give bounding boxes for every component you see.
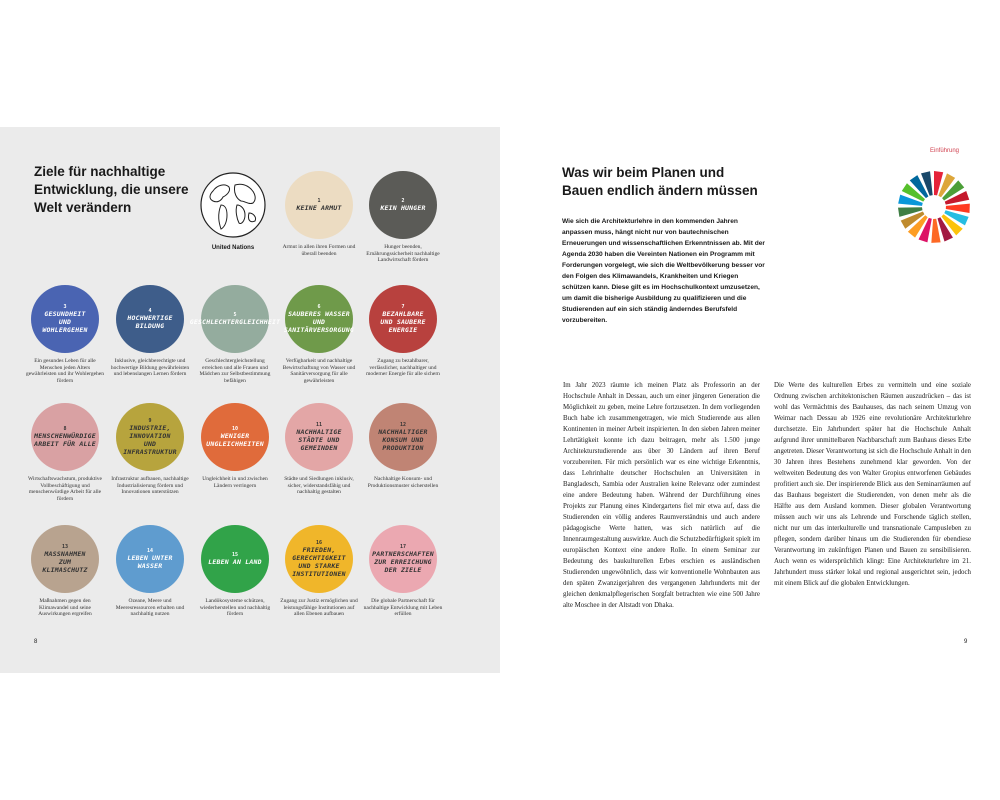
body-column-1: Im Jahr 2023 räumte ich meinen Platz als Professorin an der Hochschule Anhalt in Dessau, auch um einer jüngeren Generation die Möglichkeit zu geben, meine Lehre fortzusetzen. In dem vorliegenden Buch habe ich zusammengetragen, wie mich Studierende aus allen Kontinenten in meiner Arbeit inspirierten. In den sieben Jahren meiner Lehrtätigkeit konnte ich dazu beitragen, mehr als 1.500 junge Architekturstudierende aus über 30 Ländern auf ihren Beruf vorzubereiten. Für mich persönlich war es eine wichtige Erkenntnis, dass Lehrinhalte deutscher Hochschulen an Universitäten in Bangladesch, Sambia oder Australien keine Relevanz oder zumindest eine andere Bedeutung haben. Während der Durchführung eines Projekts zur Planung eines Kindergartens fiel mir etwa auf, dass die Studierenden ein völlig anderes Raumverständnis und auch andere pädagogische Werte hatten, was sich natürlich auf die Innenraumgestaltung auswirkte. Auch die Schutzbedürftigkeit spielt im europäischen Kontext eine andere Rolle. In einem Seminar zur Bedeutung des baukulturellen Erbes erschien es ausländischen Studierenden ungewöhnlich, dass wir konventionelle Wohnbauten aus den späten Zwanzigerjahren des vergangenen Jahrhunderts mit der gleichen denkmalpflegerischen Sorgfalt betrachten wie eine 500 Jahre alte Moschee in der Altstadt von Dhaka. [563, 382, 760, 609]
sdg-goal-title: PARTNERSCHAFTEN ZUR ERREICHUNG DER ZIELE [372, 550, 434, 574]
left-page [0, 127, 500, 673]
sdg-goal-description: Maßnahmen gegen den Klimawandel und seine Auswirkungen ergreifen [38, 598, 92, 618]
sdg-goal-number: 1 [317, 198, 321, 204]
sdg-goal-11 [279, 403, 359, 496]
sdg-goal-description: Inklusive, gleichberechtigte und hochwertige Bildung gewährleisten und lebenslangen Lernen fördern [110, 358, 190, 378]
sdg-goal-5 [189, 285, 281, 384]
sdg-goal-description: Städte und Siedlungen inklusiv, sicher, widerstandsfähig und nachhaltig gestalten [284, 476, 354, 496]
sdg-goal-circle [201, 403, 269, 471]
sdg-goal-description: Zugang zur Justiz ermöglichen und leistungsfähige Institutionen auf allen Ebenen aufbauen [280, 598, 358, 618]
sdg-goal-title: GESUNDHEIT UND WOHLERGEHEN [42, 310, 88, 334]
sdg-goal-number: 3 [63, 304, 67, 310]
sdg-goal-title: SAUBERES WASSER UND SANITÄRVERSORGUNG [284, 310, 354, 334]
sdg-goal-16 [279, 525, 359, 618]
sdg-goal-number: 8 [63, 426, 67, 432]
sdg-goal-title: MASSNAHMEN ZUM KLIMASCHUTZ [42, 550, 88, 574]
sdg-goal-number: 17 [399, 544, 407, 550]
sdg-goal-10 [195, 403, 275, 489]
sdg-goal-circle [369, 525, 437, 593]
sdg-goal-circle [285, 285, 353, 353]
sdg-goal-title: GESCHLECHTERGLEICHHEIT [189, 318, 281, 326]
sdg-goal-title: FRIEDEN, GERECHTIGKEIT UND STARKE INSTITUTIONEN [292, 546, 346, 578]
sdg-goal-description: Ein gesundes Leben für alle Menschen jeden Alters gewährleisten und ihr Wohlergehen fördern [25, 358, 104, 384]
sdg-goal-1 [279, 171, 359, 257]
sdg-goal-circle [369, 285, 437, 353]
body-column-2: Die Werte des kulturellen Erbes zu vermitteln und eine soziale Ordnung zwischen architektonischen Räumen auszudrücken – das ist wohl das Vermächtnis des Bauhauses, das nach seinem Umzug von Weimar nach Dessau ab 1926 eine revolutionäre Architekturlehre durchsetzte. Ein Jahrhundert später hat die Hochschule Anhalt aufgrund ihrer unmittelbaren Nachbarschaft zum Bauhaus dieses Erbe angetreten. Dieser Verantwortung ist sich die Hochschule Anhalt in den 30 Jahren ihres Bestehens zunehmend klar geworden. Von der weltweiten Bedeutung des von Walter Gropius entworfenen Gebäudes profitiert auch sie. Der inspirierende Blick aus den Seminarräumen auf das Bauhaus begeistert die Studierenden, von denen mehr als die Hälfte aus dem Ausland kommen. Dieser globalen Verantwortung müssen auch wir uns als Lehrende und Forschende täglich stellen, nicht nur um das interkulturelle und transnationale Campusleben zu pflegen, sondern darüber hinaus um die Studierenden für ebendiese Verantwortung im zukünftigen Planen und Bauen zu sensibilisieren. Auch wenn es widersprüchlich klingt: Eine Architekturlehre im 21. Jahrhundert muss stärker lokal und regional ausgerichtet sein, jedoch mit einem Blick auf die globalen Entwicklungen. [774, 382, 971, 587]
sdg-goal-8 [25, 403, 105, 502]
sdg-goal-number: 9 [148, 418, 152, 424]
sdg-goal-number: 14 [146, 548, 154, 554]
sdg-goal-number: 10 [231, 426, 239, 432]
sdg-goal-9 [110, 403, 190, 496]
sdg-goal-circle [369, 171, 437, 239]
sdg-goal-title: LEBEN AN LAND [208, 558, 262, 566]
sdg-goal-circle [285, 403, 353, 471]
sdg-goal-description: Infrastruktur aufbauen, nachhaltige Industrialisierung fördern und Innovationen unterstützen [111, 476, 189, 496]
section-label: Einführung [930, 148, 960, 154]
sdg-goal-number: 11 [315, 422, 323, 428]
sdg-goal-title: NACHHALTIGER KONSUM UND PRODUKTION [378, 428, 428, 452]
sdg-goal-description: Wirtschaftswachstum, produktive Vollbeschäftigung und menschenwürdige Arbeit für alle fördern [27, 476, 102, 502]
sdg-goal-description: Zugang zu bezahlbarer, verlässlicher, nachhaltiger und moderner Energie für alle sichern [366, 358, 440, 378]
sdg-goal-circle [116, 525, 184, 593]
sdg-goal-title: LEBEN UNTER WASSER [127, 554, 173, 570]
sdg-goal-12 [363, 403, 443, 489]
sdg-goal-6 [279, 285, 359, 384]
sdg-goal-description: Hunger beenden, Ernährungssicherheit nachhaltige Landwirtschaft fördern [366, 244, 440, 264]
sdg-goal-circle [31, 285, 99, 353]
sdg-goal-3 [25, 285, 105, 384]
sdg-goal-number: 6 [317, 304, 321, 310]
sdg-goal-title: WENIGER UNGLEICHHEITEN [206, 432, 264, 448]
sdg-goal-number: 16 [315, 540, 323, 546]
right-page [500, 127, 1000, 673]
united-nations-label: United Nations [211, 245, 255, 251]
sdg-goal-13 [25, 525, 105, 618]
sdg-goal-description: Nachhaltige Konsum- und Produktionsmuster sicherstellen [367, 476, 439, 489]
sdg-goal-title: KEIN HUNGER [380, 204, 426, 212]
sdg-goal-circle [189, 285, 281, 353]
sdg-goal-circle [285, 171, 353, 239]
sdg-goal-15 [195, 525, 275, 618]
sdg-goal-description: Geschlechtergleichstellung erreichen und alle Frauen und Mädchen zur Selbstbestimmung befähigen [199, 358, 271, 384]
sdg-goal-number: 12 [399, 422, 407, 428]
sdg-goal-title: INDUSTRIE, INNOVATION UND INFRASTRUKTUR [123, 424, 177, 456]
sdg-goal-title: MENSCHENWÜRDIGE ARBEIT FÜR ALLE [34, 432, 96, 448]
sdg-color-wheel-icon [896, 169, 972, 245]
page-number-left: 8 [34, 639, 38, 645]
sdg-goal-circle [369, 403, 437, 471]
page-number-right: 9 [964, 639, 968, 645]
sdg-goal-number: 4 [148, 308, 152, 314]
sdg-goal-description: Verfügbarkeit und nachhaltige Bewirtschaftung von Wasser und Sanitärversorgung für alle gewährleisten [282, 358, 356, 384]
sdg-goal-number: 5 [233, 312, 237, 318]
intro-paragraph: Wie sich die Architekturlehre in den kommenden Jahren anpassen muss, hängt nicht nur von bautechnischen Erneuerungen und wissenschaftlichen Erkenntnissen ab. Mit der Agenda 2030 haben die Vereinten Nationen ein Programm mit Forderungen vorgelegt, wie sich die Weltbevölkerung besser vor den Folgen des Klimawandels, Krankheiten und Kriegen schützen kann. Diese gilt es im Hochschulkontext umzusetzen, um damit die bisherige Ausbildung zu qualifizieren und die Studierenden auf ein sich ständig änderndes Berufsfeld vorzubereiten. [562, 218, 765, 324]
sdg-goal-description: Ungleichheit in und zwischen Ländern verringern [202, 476, 268, 489]
left-page-title: Ziele für nachhaltige Entwicklung, die unsere Welt verändern [34, 164, 189, 215]
sdg-goal-number: 15 [231, 552, 239, 558]
sdg-goal-circle [285, 525, 353, 593]
sdg-goal-description: Armut in allen ihren Formen und überall beenden [282, 244, 356, 257]
sdg-goal-circle [116, 285, 184, 353]
sdg-goal-14 [110, 525, 190, 618]
sdg-goal-number: 13 [61, 544, 69, 550]
sdg-goal-description: Landökosysteme schützen, wiederherstellen und nachhaltig fördern [199, 598, 271, 618]
sdg-goal-17 [363, 525, 443, 618]
sdg-goal-circle [116, 403, 184, 471]
sdg-goal-circle [31, 403, 99, 471]
sdg-goal-number: 2 [401, 198, 405, 204]
globe-icon [199, 171, 267, 239]
sdg-goal-title: NACHHALTIGE STÄDTE UND GEMEINDEN [296, 428, 342, 452]
sdg-goal-circle [31, 525, 99, 593]
sdg-goal-title: HOCHWERTIGE BILDUNG [127, 314, 173, 330]
sdg-goal-description: Ozeane, Meere und Meeresressourcen erhalten und nachhaltig nutzen [115, 598, 185, 618]
sdg-goal-title: BEZAHLBARE UND SAUBERE ENERGIE [380, 310, 426, 334]
right-page-title: Was wir beim Planen und Bauen endlich ändern müssen [562, 165, 758, 198]
sdg-goal-number: 7 [401, 304, 405, 310]
sdg-goal-description: Die globale Partnerschaft für nachhaltige Entwicklung mit Leben erfüllen [363, 598, 443, 618]
sdg-goal-4 [110, 285, 190, 378]
sdg-goal-7 [363, 285, 443, 378]
sdg-goal-2 [363, 171, 443, 264]
united-nations-globe [199, 171, 267, 239]
sdg-goal-circle [201, 525, 269, 593]
sdg-goal-title: KEINE ARMUT [296, 204, 342, 212]
